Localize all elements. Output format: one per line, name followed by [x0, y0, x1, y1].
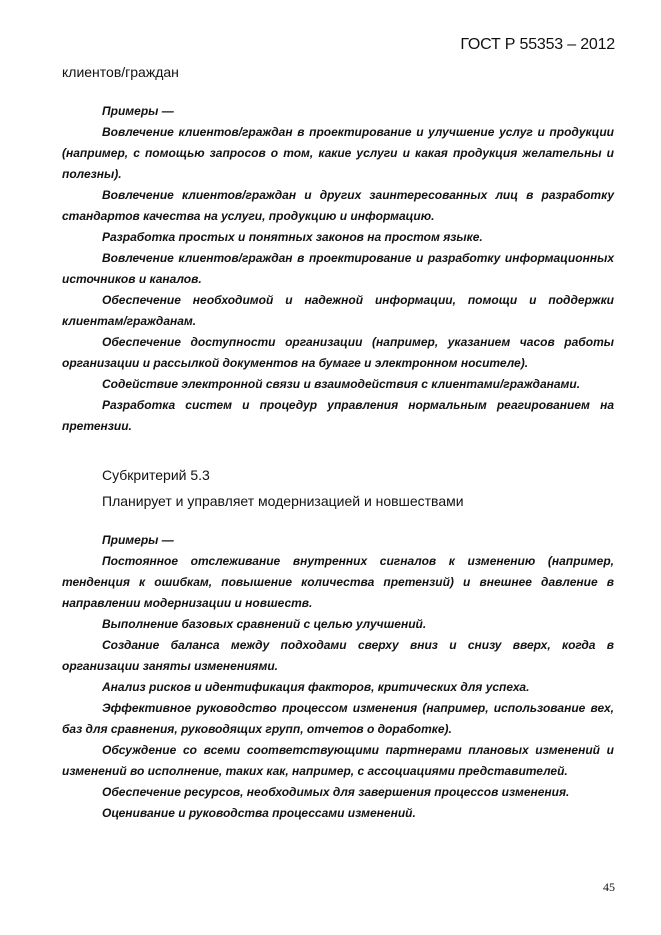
example-item: Разработка систем и процедур управления нормальным реагированием на претензии. — [62, 398, 614, 433]
example-item: Обсуждение со всеми соответствующими партнерами плановых изменений и изменений во исполнение, таких как, например, с ассоциациями представителей. — [62, 743, 614, 778]
examples-title: Примеры — — [102, 533, 174, 547]
example-item: Постоянное отслеживание внутренних сигналов к изменению (например, тенденция к ошибкам, повышение количества претензий) и внешнее давление в направлении модернизации и новшеств. — [62, 554, 614, 610]
examples-section-2 — [62, 530, 614, 824]
example-item: Вовлечение клиентов/граждан в проектирование и улучшение услуг и продукции (например, с помощью запросов о том, какие услуги и какая продукция желательны и полезны). — [62, 125, 614, 181]
document-standard-number: ГОСТ Р 55353 – 2012 — [460, 36, 615, 53]
example-item: Эффективное руководство процессом изменения (например, использование вех, баз для сравнения, руководящих групп, отчетов о доработке). — [62, 701, 614, 736]
subcriterion-title: Планирует и управляет модернизацией и новшествами — [102, 493, 464, 509]
example-item: Создание баланса между подходами сверху вниз и снизу вверх, когда в организации заняты изменениями. — [62, 638, 614, 673]
example-item: Обеспечение необходимой и надежной информации, помощи и поддержки клиентам/гражданам. — [62, 293, 614, 328]
example-item: Оценивание и руководства процессами изменений. — [102, 806, 416, 820]
subcriterion-number: Субкритерий 5.3 — [102, 467, 210, 483]
example-item: Выполнение базовых сравнений с целью улучшений. — [102, 617, 427, 631]
examples-section-1 — [62, 101, 614, 437]
example-item: Анализ рисков и идентификация факторов, критических для успеха. — [102, 680, 530, 694]
example-item: Содействие электронной связи и взаимодействия с клиентами/гражданами. — [102, 377, 581, 391]
continued-text: клиентов/граждан — [62, 64, 179, 80]
examples-title: Примеры — — [102, 104, 174, 118]
example-item: Вовлечение клиентов/граждан в проектирование и разработку информационных источников и каналов. — [62, 251, 614, 286]
example-item: Разработка простых и понятных законов на простом языке. — [102, 230, 483, 244]
example-item: Обеспечение доступности организации (например, указанием часов работы организации и рассылкой документов на бумаге и электронном носителе). — [62, 335, 614, 370]
example-item: Вовлечение клиентов/граждан и других заинтересованных лиц в разработку стандартов качества на услуги, продукцию и информацию. — [62, 188, 614, 223]
example-item: Обеспечение ресурсов, необходимых для завершения процессов изменения. — [102, 785, 570, 799]
page-number: 45 — [603, 880, 615, 894]
